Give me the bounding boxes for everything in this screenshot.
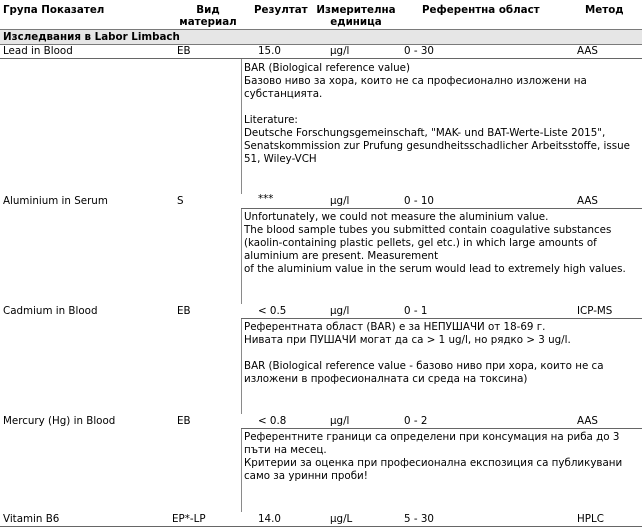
header-method: Метод — [585, 4, 624, 16]
row-divider — [241, 208, 642, 209]
note-divider — [241, 429, 242, 512]
row-name: Vitamin B6 — [3, 513, 60, 525]
row-divider — [241, 318, 642, 319]
row-material: S — [177, 195, 184, 207]
note-line: Нивата при ПУШАЧИ могат да са > 1 ug/l, но рядко > 3 ug/l. — [244, 334, 571, 346]
section-title: Изследвания в Labor Limbach — [3, 31, 180, 43]
row-name: Cadmium in Blood — [3, 305, 98, 317]
row-result: 14.0 — [258, 513, 281, 525]
header-material-line1: Вид — [196, 4, 220, 16]
note-line: Deutsche Forschungsgemeinschaft, "MAK- und BAT-Werte-Liste 2015", Senatskommission zur Prufung gesundheitsschadlicher Arbeitsstoffe, issue 51, Wiley-VCH — [244, 127, 630, 165]
note-divider — [241, 59, 242, 194]
header-unit-line1: Измерителна — [316, 4, 396, 16]
note-line: of the aluminium value in the serum would lead to extremely high values. — [244, 263, 626, 275]
row-material: EB — [177, 45, 191, 57]
row-divider — [0, 526, 642, 527]
note-divider — [241, 209, 242, 304]
row-note — [244, 431, 639, 483]
note-line: Референтната област (BAR) е за НЕПУШАЧИ от 18-69 г. — [244, 321, 546, 333]
row-unit: µg/l — [330, 415, 350, 427]
row-divider — [241, 428, 642, 429]
row-note — [244, 211, 639, 276]
row-name: Mercury (Hg) in Blood — [3, 415, 116, 427]
row-result: < 0.8 — [258, 415, 287, 427]
row-unit: µg/l — [330, 45, 350, 57]
row-unit: µg/l — [330, 195, 350, 207]
row-divider — [0, 58, 642, 59]
header-reference: Референтна област — [422, 4, 540, 16]
note-divider — [241, 319, 242, 414]
row-name: Aluminium in Serum — [3, 195, 108, 207]
note-line: Критерии за оценка при професионална експозиция са публикувани само за уринни проби! — [244, 457, 623, 482]
section-header — [0, 29, 642, 45]
row-reference: 0 - 10 — [404, 195, 434, 207]
row-name: Lead in Blood — [3, 45, 73, 57]
row-material: EP*-LP — [172, 513, 206, 525]
header-group: Група Показател — [3, 4, 105, 16]
note-line: Unfortunately, we could not measure the aluminium value. — [244, 211, 549, 223]
row-note — [244, 321, 639, 386]
note-line: Референтните граници са определени при консумация на риба до 3 пъти на месец. — [244, 431, 620, 456]
row-unit: µg/L — [330, 513, 353, 525]
row-result: *** — [258, 193, 274, 205]
row-unit: µg/l — [330, 305, 350, 317]
header-material — [176, 4, 240, 28]
row-reference: 5 - 30 — [404, 513, 434, 525]
row-material: EB — [177, 305, 191, 317]
header-result: Резултат — [254, 4, 308, 16]
row-method: AAS — [577, 415, 598, 427]
note-line: BAR (Biological reference value - базово ниво при хора, които не са изложени в професионалната си среда на токсина) — [244, 360, 604, 385]
row-method: AAS — [577, 195, 598, 207]
row-method: AAS — [577, 45, 598, 57]
note-line: Literature: — [244, 114, 298, 126]
header-unit-line2: единица — [330, 16, 382, 28]
row-reference: 0 - 30 — [404, 45, 434, 57]
row-result: < 0.5 — [258, 305, 287, 317]
row-reference: 0 - 2 — [404, 415, 428, 427]
note-line: BAR (Biological reference value) — [244, 62, 411, 74]
note-line: The blood sample tubes you submitted contain coagulative substances (kaolin-containing plastic pellets, gel etc.) in which large amounts of aluminium are present. Measurement — [244, 224, 612, 262]
note-line: Базово ниво за хора, които не са професионално изложени на субстанцията. — [244, 75, 587, 100]
header-unit — [312, 4, 400, 28]
row-material: EB — [177, 415, 191, 427]
row-note — [244, 62, 639, 166]
row-method: ICP-MS — [577, 305, 613, 317]
header-material-line2: материал — [179, 16, 237, 28]
row-method: HPLC — [577, 513, 604, 525]
row-result: 15.0 — [258, 45, 281, 57]
row-reference: 0 - 1 — [404, 305, 428, 317]
